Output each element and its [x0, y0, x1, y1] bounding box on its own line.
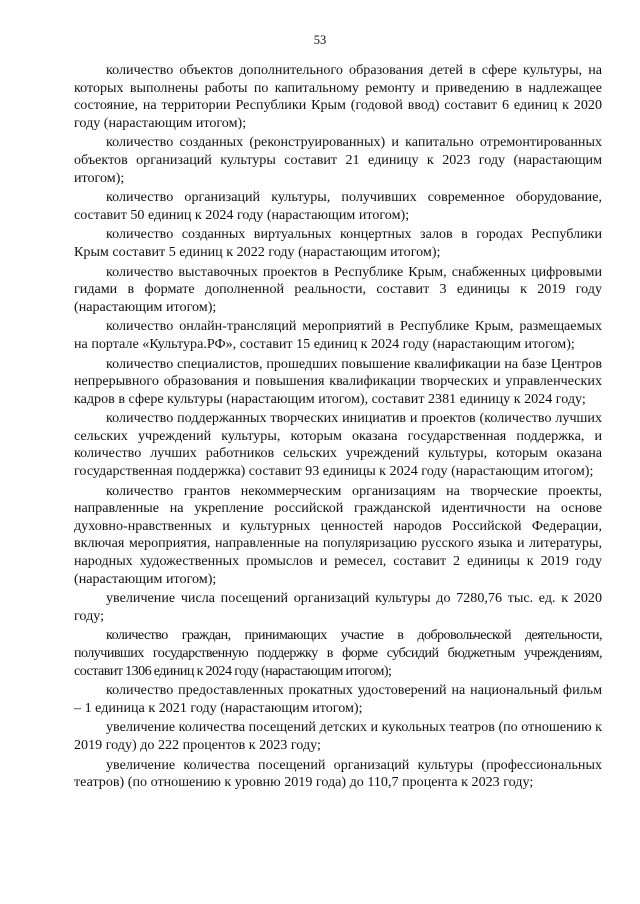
paragraph: увеличение количества посещений организаций культуры (профессиональных театров) (по отношению к уровню 2019 года) до 110,7 процента к 2023 году;: [74, 756, 602, 791]
paragraph: увеличение числа посещений организаций культуры до 7280,76 тыс. ед. к 2020 году;: [74, 590, 602, 624]
paragraph: количество объектов дополнительного образования детей в сфере культуры, на которых выполнены работы по капитальному ремонту и приведению в надлежащее состояние, на территории Республики Крым (годовой ввод) составит 6 единиц к 2020 году (нарастающим итогом);: [74, 62, 602, 131]
paragraph: количество граждан, принимающих участие в добровольческой деятельности, получивших государственную поддержку в форме субсидий бюджетным учреждениям, составит 1306 единиц к 2024 году (нарастающим итогом);: [74, 627, 602, 679]
paragraph: количество организаций культуры, получивших современное оборудование, составит 50 единиц к 2024 году (нарастающим итогом);: [74, 189, 602, 223]
paragraph: количество поддержанных творческих инициатив и проектов (количество лучших сельских учреждений культуры, которым оказана государственная поддержка, и количество лучших работников сельских учреждений культуры, которым оказана государственная поддержка) составит 93 единицы к 2024 году (нарастающим итогом);: [74, 410, 602, 480]
paragraph: количество специалистов, прошедших повышение квалификации на базе Центров непрерывного образования и повышения квалификации творческих и управленческих кадров в сфере культуры (нарастающим итогом), составит 2381 единицу к 2024 году;: [74, 355, 602, 407]
paragraph: количество предоставленных прокатных удостоверений на национальный фильм – 1 единица к 2021 году (нарастающим итогом);: [74, 682, 602, 716]
paragraph: количество онлайн-трансляций мероприятий в Республике Крым, размещаемых на портале «Культура.РФ», составит 15 единиц к 2024 году (нарастающим итогом);: [74, 318, 602, 352]
paragraph: увеличение количества посещений детских и кукольных театров (по отношению к 2019 году) до 222 процентов к 2023 году;: [74, 719, 602, 753]
document-body: [74, 62, 602, 794]
paragraph: количество созданных (реконструированных) и капитально отремонтированных объектов организаций культуры составит 21 единицу к 2023 году (нарастающим итогом);: [74, 134, 602, 186]
paragraph: количество грантов некоммерческим организациям на творческие проекты, направленные на укрепление российской гражданской идентичности на основе духовно-нравственных и культурных ценностей народов Российской Федерации, включая мероприятия, направленные на популяризацию русского языка и литературы, народных художественных промыслов и ремесел, составит 2 единицы к 2019 году (нарастающим итогом);: [74, 482, 602, 587]
page-number: 53: [313, 33, 327, 47]
paragraph: количество созданных виртуальных концертных залов в городах Республики Крым составит 5 единиц к 2022 году (нарастающим итогом);: [74, 226, 602, 260]
paragraph: количество выставочных проектов в Республике Крым, снабженных цифровыми гидами в формате дополненной реальности, составит 3 единицы к 2019 году (нарастающим итогом);: [74, 263, 602, 315]
